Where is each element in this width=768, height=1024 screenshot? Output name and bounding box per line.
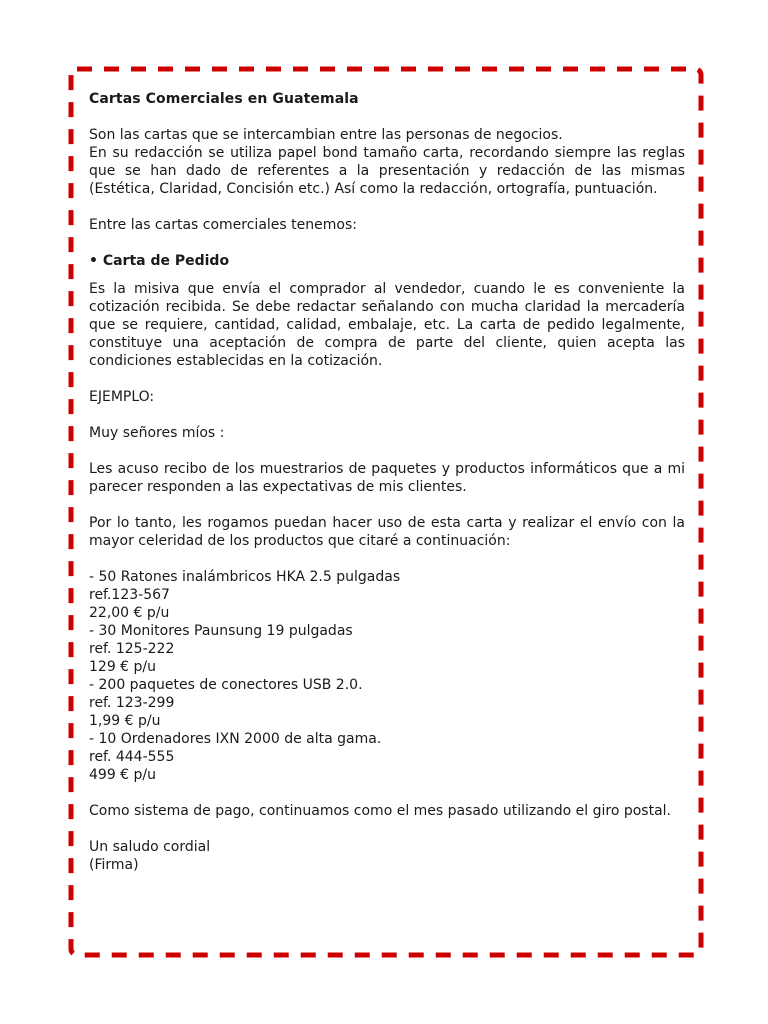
letter-paragraph-2: Por lo tanto, les rogamos puedan hacer uso de esta carta y realizar el envío con la mayor celeridad de los productos que citaré a continuación:	[89, 515, 685, 549]
bullet-icon: •	[89, 253, 98, 269]
item-ref: ref.123-567	[89, 587, 170, 603]
intro-line-2: En su redacción se utiliza papel bond tamaño carta, recordando siempre las reglas que se han dado de referentes a la presentación y redacción de las mismas (Estética, Claridad, Concisión etc.) Así como la redacción, ortografía, puntuación.	[89, 145, 685, 197]
letter-paragraph-1: Les acuso recibo de los muestrarios de paquetes y productos informáticos que a mi parecer responden a las expectativas de mis clientes.	[89, 461, 685, 495]
intro-line-1: Son las cartas que se intercambian entre las personas de negocios.	[89, 127, 563, 143]
letter-salutation: Muy señores míos :	[89, 425, 225, 441]
payment-paragraph: Como sistema de pago, continuamos como el mes pasado utilizando el giro postal.	[89, 803, 671, 819]
item-ref: ref. 125-222	[89, 641, 175, 657]
section-heading	[89, 252, 685, 270]
section-heading-text: Carta de Pedido	[102, 253, 230, 269]
item-price: 22,00 € p/u	[89, 605, 170, 621]
signature-text: (Firma)	[89, 857, 139, 873]
item-description: - 30 Monitores Paunsung 19 pulgadas	[89, 623, 353, 639]
closing-block	[89, 838, 685, 874]
item-ref: ref. 444-555	[89, 749, 175, 765]
intro-paragraph	[89, 126, 685, 198]
item-price: 499 € p/u	[89, 767, 157, 783]
item-description: - 200 paquetes de conectores USB 2.0.	[89, 677, 363, 693]
example-label: EJEMPLO:	[89, 389, 155, 405]
item-description: - 50 Ratones inalámbricos HKA 2.5 pulgadas	[89, 569, 401, 585]
closing-text: Un saludo cordial	[89, 839, 211, 855]
section-description: Es la misiva que envía el comprador al vendedor, cuando le es conveniente la cotización recibida. Se debe redactar señalando con mucha claridad la mercadería que se requiere, cantidad, calidad, embalaje, etc. La carta de pedido legalmente, constituye una aceptación de compra de parte del cliente, quien acepta las condiciones establecidas en la cotización.	[89, 281, 685, 369]
item-price: 129 € p/u	[89, 659, 157, 675]
order-items-list	[89, 568, 685, 784]
item-ref: ref. 123-299	[89, 695, 175, 711]
document-title: Cartas Comerciales en Guatemala	[89, 91, 359, 107]
item-description: - 10 Ordenadores IXN 2000 de alta gama.	[89, 731, 382, 747]
among-text: Entre las cartas comerciales tenemos:	[89, 217, 357, 233]
document-body	[89, 90, 685, 892]
item-price: 1,99 € p/u	[89, 713, 161, 729]
